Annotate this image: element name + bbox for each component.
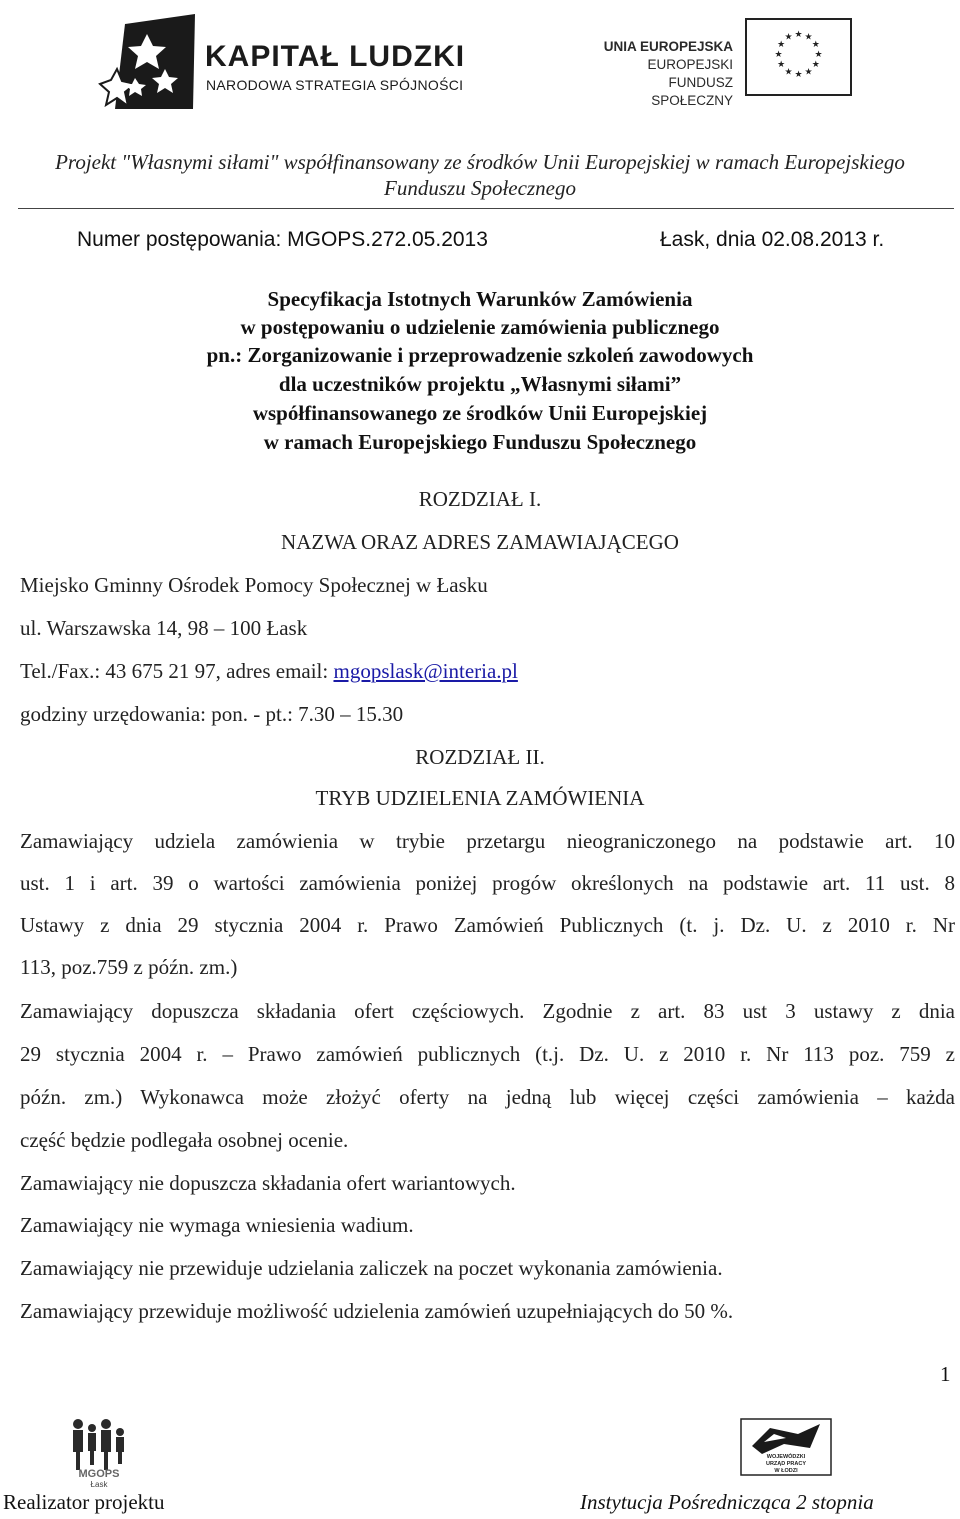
eu-logo-text — [588, 38, 733, 110]
para1-line-3: Ustawy z dnia 29 stycznia 2004 r. Prawo Zamówień Publicznych (t. j. Dz. U. z 2010 r. Nr — [20, 913, 955, 937]
place-date: Łask, dnia 02.08.2013 r. — [660, 228, 885, 251]
section-1-subheading: NAZWA ORAZ ADRES ZAMAWIAJĄCEGO — [281, 530, 679, 554]
title-line-1: Specyfikacja Istotnych Warunków Zamówienia — [267, 287, 693, 311]
statement-1: Zamawiający nie dopuszcza składania ofert wariantowych. — [20, 1171, 516, 1195]
svg-text:★: ★ — [811, 40, 820, 50]
section-2-subheading: TRYB UDZIELENIA ZAMÓWIENIA — [315, 786, 645, 810]
statement-3: Zamawiający nie przewiduje udzielania zaliczek na poczet wykonania zamówienia. — [20, 1256, 723, 1280]
para1-line-4: 113, poz.759 z późn. zm.) — [20, 955, 238, 979]
footer-intermediate-institution: Instytucja Pośrednicząca 2 stopnia — [580, 1490, 874, 1514]
eu-logo-line3: FUNDUSZ SPOŁECZNY — [651, 75, 733, 108]
para2-line-2: 29 stycznia 2004 r. – Prawo zamówień publicznych (t.j. Dz. U. z 2010 r. Nr 113 poz. 759 z — [20, 1042, 955, 1066]
footer-project-executor: Realizator projektu — [3, 1490, 165, 1514]
email-link[interactable]: mgopslask@interia.pl — [333, 659, 518, 683]
eu-logo-line1: UNIA EUROPEJSKA — [603, 39, 733, 54]
title-line-3: pn.: Zorganizowanie i przeprowadzenie szkoleń zawodowych — [206, 343, 754, 367]
wup-logo — [740, 1418, 832, 1476]
title-line-5: współfinansowanego ze środków Unii Europejskiej — [252, 401, 708, 425]
kapital-ludzki-name: KAPITAŁ LUDZKI — [205, 40, 466, 73]
section-1-heading: ROZDZIAŁ I. — [418, 487, 542, 511]
svg-text:★: ★ — [794, 70, 803, 80]
institution-name: Miejsko Gminny Ośrodek Pomocy Społecznej w Łasku — [20, 573, 488, 597]
kapital-ludzki-subtitle: NARODOWA STRATEGIA SPÓJNOŚCI — [206, 77, 464, 93]
para2-line-1: Zamawiający dopuszcza składania ofert częściowych. Zgodnie z art. 83 ust 3 ustawy z dnia — [20, 999, 955, 1023]
institution-address: ul. Warszawska 14, 98 – 100 Łask — [20, 616, 308, 640]
mgops-logo — [64, 1414, 134, 1489]
title-line-4: dla uczestników projektu „Własnymi siłami” — [278, 372, 682, 396]
title-line-6: w ramach Europejskiego Funduszu Społecznego — [263, 430, 697, 454]
para2-line-3: późn. zm.) Wykonawca może złożyć oferty na jedną lub więcej części zamówienia – każda — [20, 1085, 955, 1109]
svg-text:★: ★ — [774, 50, 783, 60]
section-2-heading: ROZDZIAŁ II. — [415, 745, 545, 769]
eu-logo-line2: EUROPEJSKI — [647, 57, 733, 72]
project-note-line2: Funduszu Społecznego — [384, 176, 576, 200]
svg-text:★: ★ — [811, 60, 820, 70]
mgops-logo-text: MGOPS — [78, 1468, 120, 1480]
eu-flag-icon — [745, 18, 852, 96]
svg-text:★: ★ — [777, 40, 786, 50]
wup-logo-line1: WOJEWÓDZKI — [766, 1454, 806, 1460]
statement-2: Zamawiający nie wymaga wniesienia wadium. — [20, 1213, 414, 1237]
svg-text:★: ★ — [804, 67, 813, 78]
project-note-line1: Projekt "Własnymi siłami" współfinansowany ze środków Unii Europejskiej w ramach Europejskiego — [55, 150, 905, 174]
svg-text:★: ★ — [804, 32, 813, 43]
para1-line-2: ust. 1 i art. 39 o wartości zamówienia poniżej progów określonych na podstawie art. 11 ust. 8 — [20, 871, 955, 895]
contact-line — [20, 659, 518, 684]
statement-4: Zamawiający przewiduje możliwość udzielenia zamówień uzupełniających do 50 %. — [20, 1299, 734, 1323]
title-line-2: w postępowaniu o udzielenie zamówienia publicznego — [240, 315, 720, 339]
svg-text:★: ★ — [814, 50, 823, 60]
contact-prefix: Tel./Fax.: 43 675 21 97, adres email: — [20, 659, 334, 683]
para2-line-4: część będzie podlegała osobnej ocenie. — [20, 1128, 349, 1152]
svg-text:★: ★ — [794, 30, 803, 40]
mgops-logo-sub: Łask — [90, 1480, 108, 1489]
svg-text:★: ★ — [784, 32, 793, 43]
case-number: Numer postępowania: MGOPS.272.05.2013 — [77, 228, 488, 251]
wup-logo-line3: W ŁODZI — [774, 1468, 798, 1474]
office-hours: godziny urzędowania: pon. - pt.: 7.30 – 15.30 — [20, 702, 404, 726]
svg-text:★: ★ — [777, 60, 786, 70]
header-divider — [18, 208, 954, 209]
para1-line-1: Zamawiający udziela zamówienia w trybie przetargu nieograniczonego na podstawie art. 10 — [20, 829, 955, 853]
wup-logo-line2: URZĄD PRACY — [765, 1461, 807, 1467]
page-number: 1 — [940, 1362, 951, 1386]
svg-text:★: ★ — [784, 67, 793, 78]
